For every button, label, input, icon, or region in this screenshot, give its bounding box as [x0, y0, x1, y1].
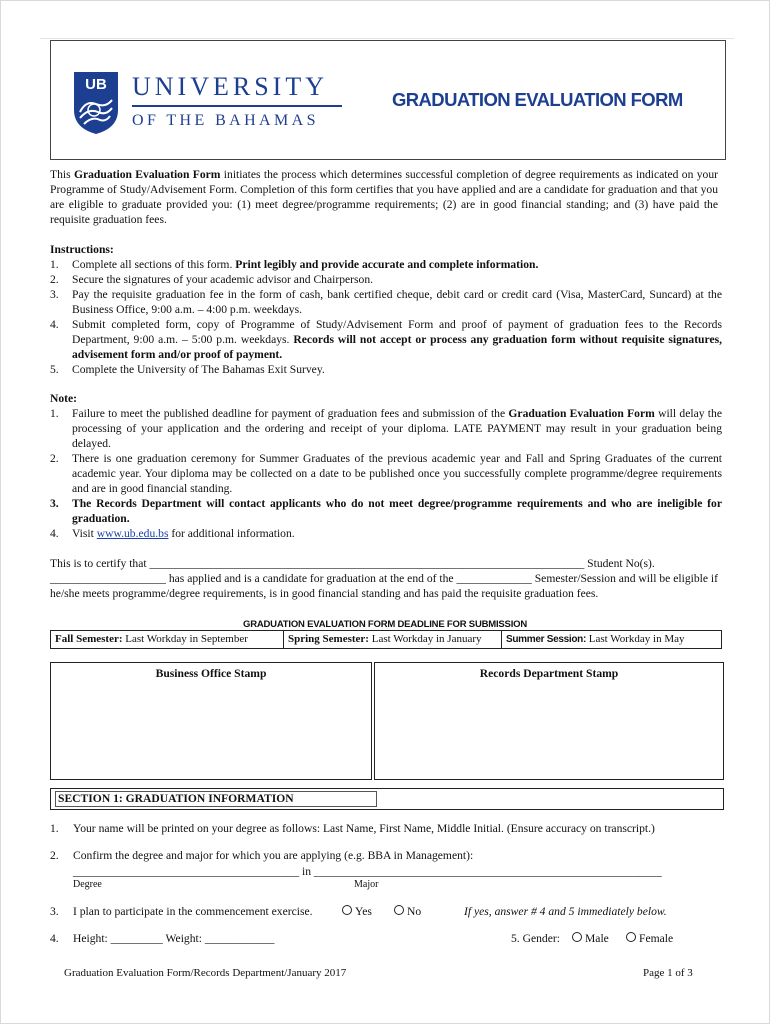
degree-major-field[interactable]: _______________________________________ in ____________________________________________________________ [73, 865, 662, 878]
university-logo [72, 70, 342, 140]
header-rule [40, 38, 734, 39]
note-item: 2. There is one graduation ceremony for Summer Graduates of the previous academic year and Fall and Spring Graduates of the current academic year. Your diploma may be collected on a date to be published once you successfully complete programme/degree requirements and are in good financial standing. [50, 452, 722, 495]
instruction-item: 1. Complete all sections of this form. Print legibly and provide accurate and complete information. [50, 258, 539, 271]
section-1-title: SECTION 1: GRADUATION INFORMATION [55, 791, 377, 807]
intro-text-bold: Graduation Evaluation Form [73, 168, 221, 181]
note-item: 1. Failure to meet the published deadline for payment of graduation fees and submission of the Graduation Evaluation Form will delay the processing of your application and the ordering and receipt of your diploma. LATE PAYMENT may result in your graduation being delayed. [50, 407, 722, 450]
radio-icon [572, 932, 582, 942]
certify-line-1: This is to certify that ___________________________________________________________________________ Student No(s). [50, 557, 655, 570]
form-title: GRADUATION EVALUATION FORM [392, 89, 683, 110]
yes-radio[interactable]: Yes [342, 904, 372, 919]
major-label: Major [354, 879, 379, 890]
notes [50, 391, 722, 541]
radio-icon [626, 932, 636, 942]
note-item: 4. Visit www.ub.edu.bs for additional information. [50, 527, 295, 540]
footer-page-number: Page 1 of 3 [643, 967, 693, 979]
degree-label: Degree [73, 879, 102, 890]
website-link[interactable]: www.ub.edu.bs [96, 527, 169, 540]
business-office-stamp-label: Business Office Stamp [155, 667, 267, 680]
question-3-note: If yes, answer # 4 and 5 immediately below. [464, 905, 667, 918]
no-radio[interactable]: No [394, 904, 421, 919]
instructions [50, 242, 722, 377]
female-radio[interactable]: Female [626, 931, 673, 946]
question-5: 5. Gender: [511, 932, 560, 945]
logo-rule [132, 105, 342, 107]
footer-document-id: Graduation Evaluation Form/Records Department/January 2017 [64, 967, 347, 979]
deadline-title: GRADUATION EVALUATION FORM DEADLINE FOR SUBMISSION [243, 619, 527, 630]
records-department-stamp-box[interactable] [374, 662, 724, 780]
certify-line-2: ____________________ has applied and is a candidate for graduation at the end of the _____________ Semester/Session and will be eligible if he/she meets programme/degree requirements, is in good financial standing and has paid the requisite graduation fees. [50, 572, 718, 600]
instruction-item: 2. Secure the signatures of your academic advisor and Chairperson. [50, 273, 374, 286]
section-1-header [50, 788, 724, 810]
notes-heading: Note: [50, 392, 78, 405]
logo-wordmark-top: UNIVERSITY [132, 72, 328, 101]
intro-text-b: initiates the process which determines successful completion of degree requirements as indicated on your Programme of Study/Advisement Form. Completion of this form certifies that you have applied and are a candidate for graduation and that you are eligible to graduate provided you: (1) meet degree/programme requirements; (2) are in good financial standing; and (3) have paid the requisite graduation fees. [50, 168, 718, 226]
records-department-stamp-label: Records Department Stamp [479, 667, 619, 680]
business-office-stamp-box[interactable] [50, 662, 372, 780]
certification-text [50, 556, 718, 601]
deadline-summer: Summer Session: Last Workday in May [506, 633, 685, 645]
logo-wordmark-bottom: OF THE BAHAMAS [132, 112, 319, 129]
logo-letters: UB [85, 76, 107, 93]
instruction-item: 4. Submit completed form, copy of Programme of Study/Advisement Form and proof of payment of graduation fees to the Records Department, 9:00 a.m. – 5:00 p.m. weekdays. Records will not accept or process any graduation form without requisite signatures, advisement form and/or proof of payment. [50, 318, 722, 361]
male-radio[interactable]: Male [572, 931, 609, 946]
intro-paragraph [50, 167, 718, 227]
deadline-fall: Fall Semester: Last Workday in September [51, 631, 284, 648]
deadline-spring: Spring Semester: Last Workday in January [284, 631, 502, 648]
instruction-item: 5. Complete the University of The Bahamas Exit Survey. [50, 363, 325, 376]
instruction-item: 3. Pay the requisite graduation fee in the form of cash, bank certified cheque, debit card or credit card (Visa, MasterCard, Suncard) at the Business Office, 9:00 a.m. – 4:00 p.m. weekdays. [50, 288, 722, 316]
radio-icon [342, 905, 352, 915]
radio-icon [394, 905, 404, 915]
instructions-heading: Instructions: [50, 243, 114, 256]
deadline-table [50, 630, 722, 649]
note-item: 3. The Records Department will contact applicants who do not meet degree/programme requirements and who are ineligible for graduation. [50, 497, 722, 525]
intro-text-a: This [50, 168, 74, 181]
shield-icon [72, 70, 120, 136]
